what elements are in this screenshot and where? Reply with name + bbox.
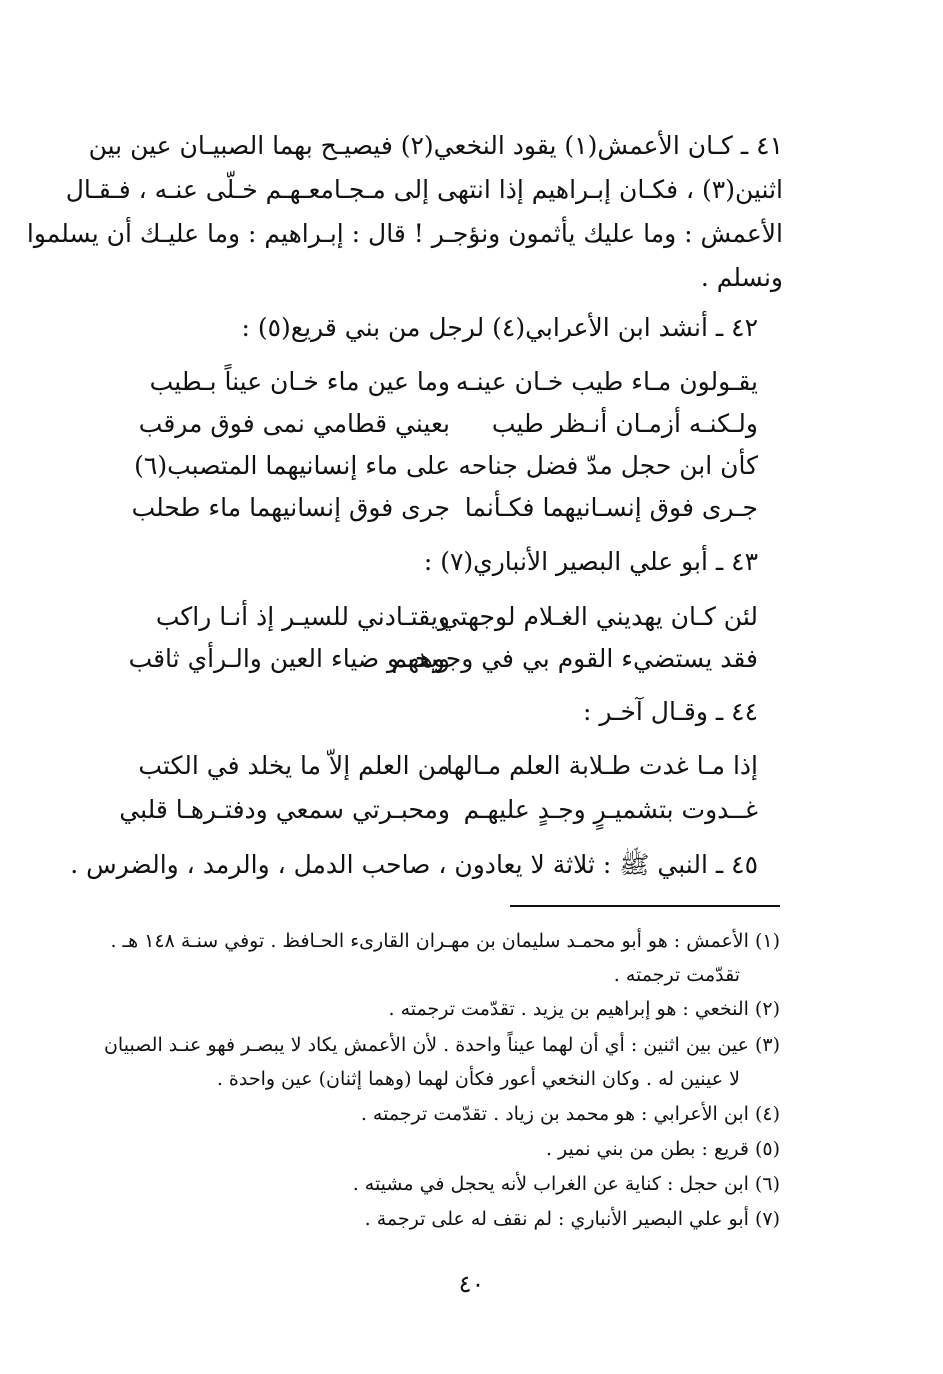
footnote-continuation: لا عينين له . وكان النخعي أعور فكأن لهما (وهما إثنان) عين واحدة . (216, 1068, 740, 1090)
footnote-text: (٣) عين بين اثنين : أي أن لهما عيناً واحدة . لأن الأعمش يكاد لا يبصـر فهو عنـد الصبيان (103, 1034, 780, 1056)
verse-second-hemistich: على ماء إنسانيهما المتصبب(٦) (134, 451, 450, 480)
footnote-2 (80, 992, 780, 1026)
verse-second-hemistich: ومحبـرتي سمعي ودفتـرهـا قلبي (119, 795, 450, 824)
paragraph-41 (26, 124, 783, 300)
footnote-1 (80, 924, 780, 992)
heading-42: ٤٢ ـ أنشد ابن الأعرابي(٤) لرجل من بني قريع(٥) : (241, 313, 758, 342)
verse-first-hemistich: ولـكنـه أزمـان أنـظر طيب (491, 409, 758, 438)
paragraph-line: ونسلم . (700, 263, 783, 292)
verse-first-hemistich: غــدوت بتشميـرٍ وجـدٍ عليهـم (463, 795, 758, 824)
verse-second-hemistich: من العلم إلاّ ما يخلد في الكتب (138, 751, 450, 780)
verse-first-hemistich: يقـولون مـاء طيب خـان عينـه (455, 367, 758, 396)
footnote-separator (510, 905, 780, 907)
verse-line (100, 746, 758, 786)
verse-first-hemistich: فقد يستضيء القوم بي في وجوههم (391, 644, 758, 673)
verse-first-hemistich: لئن كـان يهديني الغـلام لوجهتي (439, 602, 758, 631)
page-number: ٤٠ (458, 1270, 485, 1298)
verse-second-hemistich: وما عين ماء خـان عيناً بـطيب (149, 367, 450, 396)
verse-line (100, 488, 758, 528)
footnote-4 (80, 1097, 780, 1131)
verse-first-hemistich: جـرى فوق إنسـانيهما فكـأنما (464, 493, 758, 522)
verse-line (100, 446, 758, 486)
footnote-3 (80, 1028, 780, 1096)
heading-43: ٤٣ ـ أبو علي البصير الأنباري(٧) : (423, 547, 758, 576)
verse-first-hemistich: كأن ابن حجل مدّ فضل جناحه (458, 451, 758, 480)
verse-second-hemistich: ويقتـادني للسيـر إذ أنـا راكب (155, 602, 450, 631)
verse-line (100, 790, 758, 830)
footnote-6 (80, 1167, 780, 1201)
heading-44: ٤٤ ـ وقـال آخـر : (582, 697, 758, 726)
footnote-text: (٦) ابن حجل : كناية عن الغراب لأنه يحجل في مشيته . (352, 1173, 780, 1195)
footnote-text: (٢) النخعي : هو إبراهيم بن يزيد . تقدّمت ترجمته . (388, 998, 780, 1020)
footnote-text: (١) الأعمش : هو أبو محمـد سليمان بن مهـران القارىء الحـافظ . توفي سنـة ١٤٨ هـ . (110, 930, 780, 952)
footnote-continuation: تقدّمت ترجمته . (613, 964, 740, 986)
paragraph-line: الأعمش : وما عليك يأثمون ونؤجـر ! قال : إبـراهيم : وما عليـك أن يسلموا (26, 219, 783, 248)
verse-first-hemistich: إذا مـا غدت طـلابة العلم مـالها (446, 751, 758, 780)
footnote-7 (80, 1202, 780, 1236)
footnote-text: (٤) ابن الأعرابي : هو محمد بن زياد . تقدّمت ترجمته . (360, 1103, 780, 1125)
paragraph-line: ٤١ ـ كـان الأعمش(١) يقود النخعي(٢) فيصيـح بهما الصبيـان عين بين (88, 131, 783, 160)
verse-line (100, 404, 758, 444)
paragraph-line: اثنين(٣) ، فكـان إبـراهيم إذا انتهى إلى مـجـامعـهـم خـلّى عنـه ، فـقـال (65, 175, 783, 204)
verse-line (100, 597, 758, 637)
verse-second-hemistich: جرى فوق إنسانيهما ماء طحلب (131, 493, 450, 522)
footnote-5 (80, 1132, 780, 1166)
footnote-text: (٥) قريع : بطن من بني نمير . (545, 1138, 780, 1160)
verse-line (100, 362, 758, 402)
footnote-text: (٧) أبو علي البصير الأنباري : لم نقف له على ترجمة . (364, 1208, 780, 1230)
verse-second-hemistich: بعيني قطامي نمى فوق مرقب (138, 409, 450, 438)
verse-line (100, 639, 758, 679)
paragraph-45: ٤٥ ـ النبي ﷺ : ثلاثة لا يعادون ، صاحب الدمل ، والرمد ، والضرس . (70, 850, 758, 879)
verse-second-hemistich: ويخبـو ضياء العين والـرأي ثاقب (128, 644, 450, 673)
